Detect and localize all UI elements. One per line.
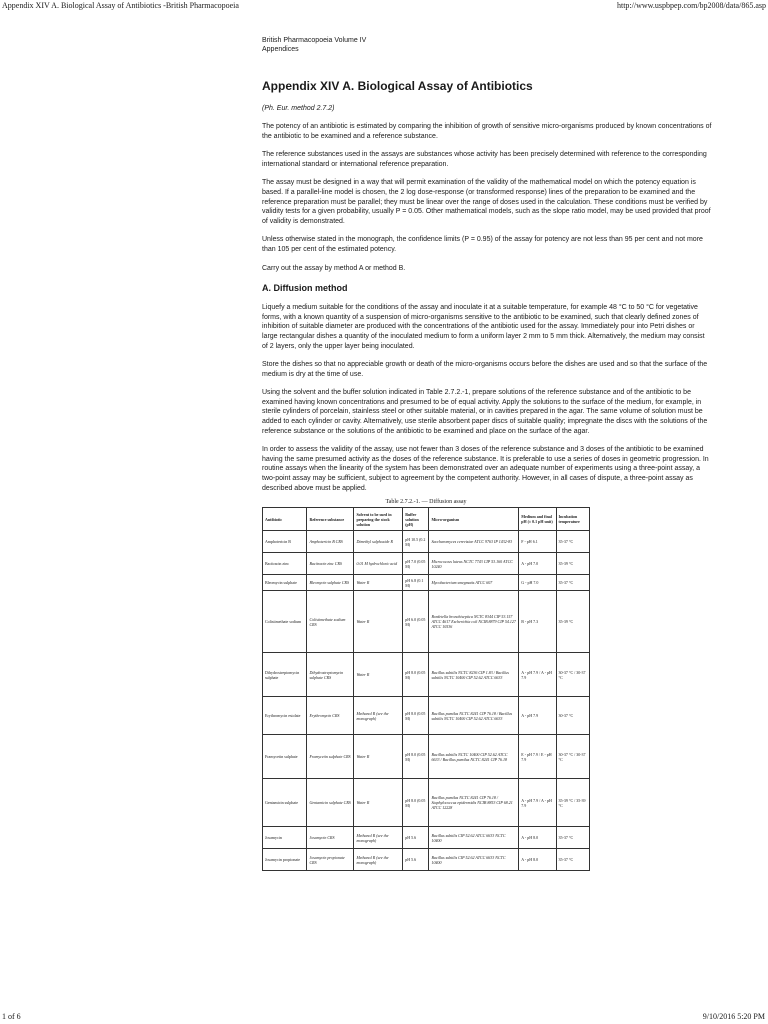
table-header-row: [263, 508, 590, 531]
table-cell: 30-37 °C / 30-37 °C: [556, 735, 589, 779]
table-cell: Erythromycin CRS: [307, 697, 354, 735]
method-reference: (Ph. Eur. method 2.7.2): [262, 105, 335, 112]
table-row: [263, 827, 590, 849]
table-cell: Bacitracin zinc: [263, 553, 307, 575]
table-row: [263, 849, 590, 871]
table-cell: Erythromycin estolate: [263, 697, 307, 735]
table-cell: Bacillus subtilis NCTC 8236 CIP 1.83 / Bacillus subtilis NCTC 10400 CIP 52.62 ATCC 6633: [429, 653, 519, 697]
table-cell: Water R: [354, 653, 403, 697]
table-cell: Bacillus pumilus NCTC 8241 CIP 76.18 / Staphylococcus epidermidis NCIB 8853 CIP 68.21 ATCC 12228: [429, 779, 519, 827]
table-row: [263, 697, 590, 735]
table-cell: Bacitracin zinc CRS: [307, 553, 354, 575]
table-cell: 35-39 °C: [556, 553, 589, 575]
table-row: [263, 591, 590, 653]
table-cell: Bleomycin sulphate: [263, 575, 307, 591]
paragraph: Liquefy a medium suitable for the conditions of the assay and inoculate it at a suitable temperature, for example 48 °C to 50 °C for vegetative forms, with a known quantity of a suspension of micro-organisms sensitive to the antibiotic to be examined, such that clearly defined zones of inhibition of suitable diameter are produced with the concentrations of the antibiotic used for the assay. Immediately pour into Petri dishes or large rectangular dishes a quantity of the inoculated medium to form a uniform layer 2 mm to 5 mm thick. Alternatively, the medium may consist of 2 layers, only the upper layer being inoculated.: [262, 304, 705, 350]
page-title: Appendix XIV A. Biological Assay of Antibiotics: [262, 79, 533, 93]
table-cell: A - pH 8.0: [519, 849, 556, 871]
table-cell: Water R: [354, 735, 403, 779]
table-cell: Bleomycin sulphate CRS: [307, 575, 354, 591]
table-caption: Table 2.7.2.-1. — Diffusion assay: [385, 499, 467, 506]
table-cell: pH 5.6: [403, 849, 429, 871]
table-cell: Bacillus pumilus NCTC 8241 CIP 76.18 / Bacillus subtilis NCTC 10400 CIP 52.62 ATCC 6633: [429, 697, 519, 735]
table-cell: pH 8.0 (0.05 M): [403, 653, 429, 697]
print-footer: [0, 1012, 768, 1024]
table-cell: Framycetin sulphate: [263, 735, 307, 779]
print-datetime: 9/10/2016 5:20 PM: [702, 1012, 765, 1021]
table-cell: 35-39 °C / 35-39 °C: [556, 779, 589, 827]
table-cell: Gentamicin sulphate CRS: [307, 779, 354, 827]
table-row: [263, 779, 590, 827]
table-cell: Methanol R (see the monograph): [354, 849, 403, 871]
table-cell: 30-37 °C / 30-37 °C: [556, 653, 589, 697]
table-cell: pH 8.0 (0.05 M): [403, 697, 429, 735]
table-cell: Mycobacterium smegmatis ATCC 607: [429, 575, 519, 591]
table-cell: Colistimethate sodium CRS: [307, 591, 354, 653]
table-cell: pH 8.0 (0.05 M): [403, 779, 429, 827]
table-cell: E - pH 7.9 / E - pH 7.9: [519, 735, 556, 779]
table-cell: G - pH 7.0: [519, 575, 556, 591]
paragraph: In order to assess the validity of the assay, use not fewer than 3 doses of the reference substance and 3 doses of the antibiotic to be examined having the same presumed activity as the doses of the reference substance. It is preferable to use a series of doses in geometric progression. In routine assays when the linearity of the system has been demonstrated over an adequate number of experiments using a three-point assay, a two-point assay may be sufficient, subject to agreement by the competent authority. However, in all cases of dispute, a three-point assay as described above must be applied.: [262, 446, 709, 492]
table-cell: A - pH 7.0: [519, 553, 556, 575]
table-cell: 35-37 °C: [556, 849, 589, 871]
column-header: Medium and final pH (± 0.1 pH unit): [519, 508, 556, 531]
paragraph: The reference substances used in the assays are substances whose activity has been precisely determined with reference to the corresponding international standard or international reference preparation.: [262, 151, 707, 168]
table-cell: Amphotericin B CRS: [307, 531, 354, 553]
table-cell: A - pH 7.9 / A - pH 7.9: [519, 653, 556, 697]
table-cell: Josamycin CRS: [307, 827, 354, 849]
paragraph: Store the dishes so that no appreciable growth or death of the micro-organisms occurs before the dishes are used and so that the surface of the medium is dry at the time of use.: [262, 361, 708, 378]
paragraph: Carry out the assay by method A or method B.: [262, 264, 406, 272]
document-body: [262, 36, 712, 871]
table-cell: Bacillus subtilis CIP 52.62 ATCC 6633 NCTC 10400: [429, 827, 519, 849]
paragraph: The assay must be designed in a way that will permit examination of the validity of the mathematical model on which the potency equation is based. If a parallel-line model is chosen, the 2 log dose-response (or transformed response) lines of the preparation to be examined and the reference preparation must be parallel; they must be linear over the range of doses used in the calculation. These conditions must be verified by validity tests for a given probability, usually P = 0.05. Other mathematical models, such as the slope ratio model, may be used provided that proof of validity is demonstrated.: [262, 179, 711, 225]
table-cell: Water R: [354, 575, 403, 591]
table-cell: Gentamicin sulphate: [263, 779, 307, 827]
table-cell: Josamycin: [263, 827, 307, 849]
table-cell: pH 5.6: [403, 827, 429, 849]
paragraph: The potency of an antibiotic is estimated by comparing the inhibition of growth of sensitive micro-organisms produced by known concentrations of the antibiotic to be examined and a reference substance.: [262, 123, 712, 140]
table-cell: Methanol R (see the monograph): [354, 697, 403, 735]
table-cell: 35-37 °C: [556, 575, 589, 591]
column-header: Solvent to be used in preparing the stock solution: [354, 508, 403, 531]
table-cell: A - pH 7.9: [519, 697, 556, 735]
section-heading: A. Diffusion method: [262, 283, 348, 294]
table-cell: A - pH 8.0: [519, 827, 556, 849]
diffusion-assay-table: [262, 507, 590, 871]
table-cell: pH 8.0 (0.05 M): [403, 735, 429, 779]
section-label: Appendices: [262, 46, 299, 53]
page-number: 1 of 6: [2, 1012, 21, 1021]
column-header: Antibiotic: [263, 508, 307, 531]
table-cell: Colistimethate sodium: [263, 591, 307, 653]
volume-label: British Pharmacopoeia Volume IV: [262, 37, 367, 44]
table-cell: Bacillus subtilis CIP 52.62 ATCC 6633 NCTC 10400: [429, 849, 519, 871]
table-cell: Amphotericin B: [263, 531, 307, 553]
print-header: [0, 0, 768, 12]
column-header: Buffer solution (pH): [403, 508, 429, 531]
table-cell: Bordetella bronchiseptica NCTC 8344 CIP 53.157 ATCC 4617 Escherichia coli NCIB 8879 CIP 54.127 ATCC 10536: [429, 591, 519, 653]
table-row: [263, 735, 590, 779]
table-row: [263, 553, 590, 575]
table-cell: B - pH 7.3: [519, 591, 556, 653]
table-cell: F - pH 6.1: [519, 531, 556, 553]
print-header-title: Appendix XIV A. Biological Assay of Antibiotics -British Pharmacopoeia: [2, 1, 239, 10]
table-cell: 35-37 °C: [556, 531, 589, 553]
table-cell: Dihydrostreptomycin sulphate: [263, 653, 307, 697]
table-row: [263, 531, 590, 553]
table-cell: Dimethyl sulphoxide R: [354, 531, 403, 553]
paragraph: Unless otherwise stated in the monograph, the confidence limits (P = 0.95) of the assay for potency are not less than 95 per cent and not more than 105 per cent of the estimated potency.: [262, 236, 703, 253]
table-cell: Saccharomyces cerevisiae ATCC 9763 IP 1432-83: [429, 531, 519, 553]
table-cell: pH 7.0 (0.05 M): [403, 553, 429, 575]
table-cell: Dihydrostreptomycin sulphate CRS: [307, 653, 354, 697]
column-header: Micro-organism: [429, 508, 519, 531]
column-header: Incubation temperature: [556, 508, 589, 531]
table-cell: Josamycin propionate CRS: [307, 849, 354, 871]
table-cell: Micrococcus luteus NCTC 7743 CIP 53.160 ATCC 10240: [429, 553, 519, 575]
table-cell: pH 6.8 (0.1 M): [403, 575, 429, 591]
table-cell: Framycetin sulphate CRS: [307, 735, 354, 779]
table-cell: 0.01 M hydrochloric acid: [354, 553, 403, 575]
print-header-url[interactable]: http://www.uspbpep.com/bp2008/data/865.asp: [616, 1, 766, 10]
table-cell: A - pH 7.9 / A - pH 7.9: [519, 779, 556, 827]
table-cell: Bacillus subtilis NCTC 10400 CIP 52.62 ATCC 6633 / Bacillus pumilus NCTC 8241 CIP 76.18: [429, 735, 519, 779]
table-row: [263, 575, 590, 591]
table-cell: Methanol R (see the monograph): [354, 827, 403, 849]
table-row: [263, 653, 590, 697]
table-cell: Josamycin propionate: [263, 849, 307, 871]
table-cell: Water R: [354, 779, 403, 827]
table-cell: pH 6.0 (0.05 M): [403, 591, 429, 653]
table-body: [263, 531, 590, 871]
table-cell: pH 10.5 (0.2 M): [403, 531, 429, 553]
table-cell: 30-37 °C: [556, 697, 589, 735]
table-cell: 35-39 °C: [556, 591, 589, 653]
table-cell: Water R: [354, 591, 403, 653]
table-cell: 35-37 °C: [556, 827, 589, 849]
column-header: Reference substance: [307, 508, 354, 531]
paragraph: Using the solvent and the buffer solution indicated in Table 2.7.2.-1, prepare solutions of the reference substance and of the antibiotic to be examined having known concentrations and presumed to be of equal activity. Apply the solutions to the surface of the medium, for example, in sterile cylinders of porcelain, stainless steel or other suitable material, or in cavities prepared in the agar. The same volume of solution must be added to each cylinder or cavity. Alternatively, use sterile absorbent paper discs of suitable quality; impregnate the discs with the solutions of the reference substance or the solutions of the antibiotic to be examined and place on the surface of the agar.: [262, 389, 708, 435]
